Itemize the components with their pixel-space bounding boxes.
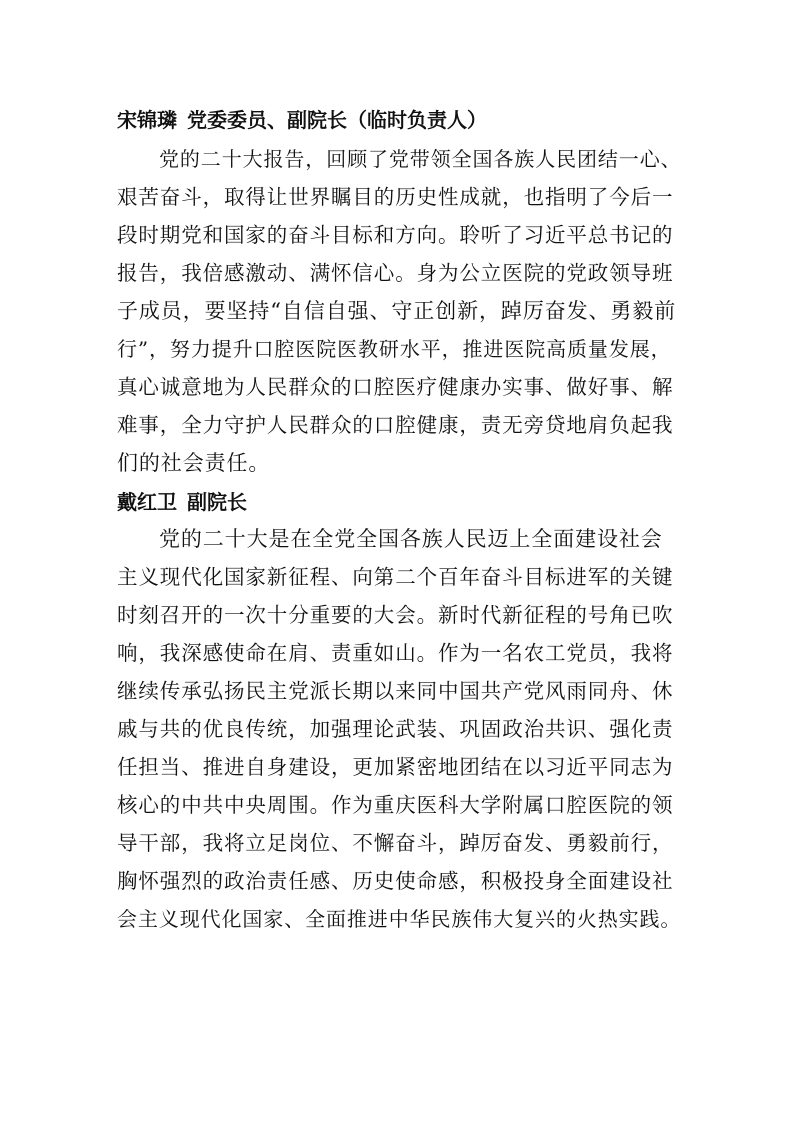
paragraph-line: 戚与共的优良传统，加强理论武装、巩固政治共识、强化责 — [117, 717, 674, 741]
paragraph-line: 党的二十大报告，回顾了党带领全国各族人民团结一心、 — [159, 147, 682, 171]
paragraph-line: 核心的中共中央周围。作为重庆医科大学附属口腔医院的领 — [117, 793, 674, 817]
speaker-name: 戴红卫 — [117, 490, 177, 514]
speaker-title: 党委委员、副院长（临时负责人） — [187, 108, 487, 132]
speaker-heading — [117, 102, 683, 138]
speaker-title: 副院长 — [187, 490, 247, 514]
paragraph-line: 继续传承弘扬民主党派长期以来同中国共产党风雨同舟、休 — [117, 679, 674, 703]
document-page — [117, 102, 683, 938]
paragraph-line: 胸怀强烈的政治责任感、历史使命感，积极投身全面建设社 — [117, 869, 674, 893]
paragraph-line: 行”，努力提升口腔医院医教研水平，推进医院高质量发展， — [117, 337, 672, 361]
paragraph-line: 党的二十大是在全党全国各族人民迈上全面建设社会 — [159, 527, 663, 551]
paragraph-line: 任担当、推进自身建设，更加紧密地团结在以习近平同志为 — [117, 755, 674, 779]
speaker-heading — [117, 484, 683, 520]
paragraph-line: 会主义现代化国家、全面推进中华民族伟大复兴的火热实践。 — [117, 907, 682, 931]
paragraph-line: 真心诚意地为人民群众的口腔医疗健康办实事、做好事、解 — [117, 375, 674, 399]
paragraph-line: 艰苦奋斗，取得让世界瞩目的历史性成就，也指明了今后一 — [117, 185, 674, 209]
statement-paragraph — [117, 520, 683, 938]
speaker-name: 宋锦璘 — [117, 108, 177, 132]
paragraph-line: 时刻召开的一次十分重要的大会。新时代新征程的号角已吹 — [117, 603, 674, 627]
statement-section — [117, 484, 683, 938]
paragraph-line: 难事，全力守护人民群众的口腔健康，责无旁贷地肩负起我 — [117, 413, 674, 437]
paragraph-line: 子成员，要坚持“自信自强、守正创新，踔厉奋发、勇毅前 — [117, 299, 677, 323]
paragraph-line: 导干部，我将立足岗位、不懈奋斗，踔厉奋发、勇毅前行， — [117, 831, 674, 855]
statement-section — [117, 102, 683, 482]
paragraph-line: 主义现代化国家新征程、向第二个百年奋斗目标进军的关键 — [117, 565, 674, 589]
paragraph-line: 报告，我倍感激动、满怀信心。身为公立医院的党政领导班 — [117, 261, 674, 285]
paragraph-line: 响，我深感使命在肩、责重如山。作为一名农工党员，我将 — [117, 641, 674, 665]
paragraph-line: 们的社会责任。 — [117, 451, 271, 475]
paragraph-line: 段时期党和国家的奋斗目标和方向。聆听了习近平总书记的 — [117, 223, 674, 247]
statement-paragraph — [117, 140, 683, 482]
